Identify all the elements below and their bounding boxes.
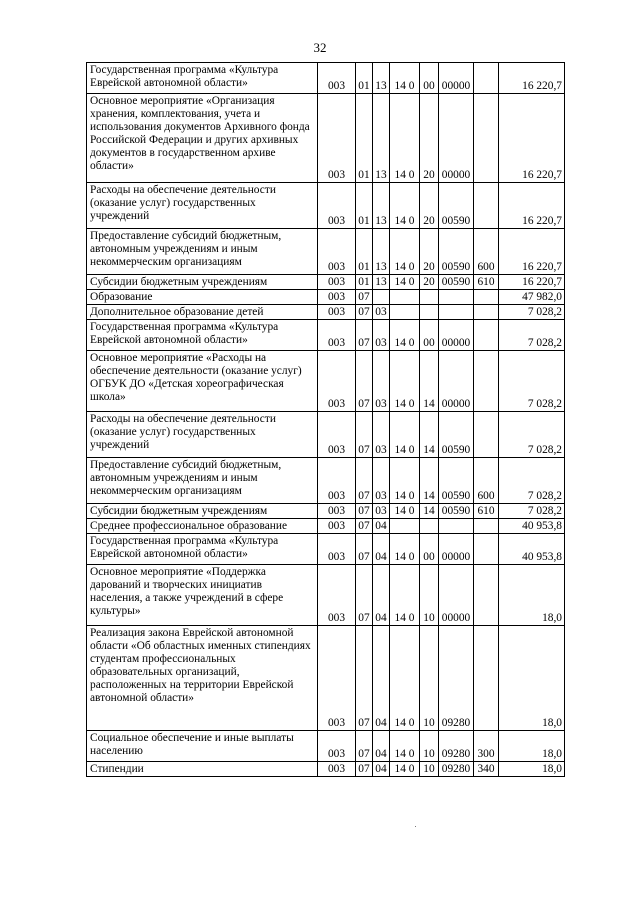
- expense-type-cell: [474, 94, 499, 183]
- program-cell: 14 0: [390, 762, 420, 777]
- direction-cell: [439, 290, 474, 305]
- amount-cell: 7 028,2: [499, 458, 565, 504]
- subsection-cell: 03: [373, 458, 390, 504]
- amount-cell: 40 953,8: [499, 519, 565, 534]
- subsection-cell: 13: [373, 183, 390, 229]
- subsection-cell: 04: [373, 534, 390, 565]
- amount-cell: 47 982,0: [499, 290, 565, 305]
- amount-cell: 7 028,2: [499, 351, 565, 412]
- description-cell: Субсидии бюджетным учреждениям: [87, 275, 318, 290]
- admin-code-cell: 003: [318, 229, 356, 275]
- table-row: [87, 351, 565, 412]
- subsection-cell: 13: [373, 275, 390, 290]
- expense-type-cell: [474, 290, 499, 305]
- subprogram-cell: 14: [420, 458, 439, 504]
- section-cell: 07: [356, 762, 373, 777]
- table-row: [87, 762, 565, 777]
- direction-cell: 09280: [439, 626, 474, 731]
- amount-cell: 16 220,7: [499, 183, 565, 229]
- admin-code-cell: 003: [318, 504, 356, 519]
- budget-table: [86, 62, 565, 777]
- section-cell: 07: [356, 565, 373, 626]
- description-cell: Государственная программа «Культура Еврейской автономной области»: [87, 534, 318, 565]
- subprogram-cell: 00: [420, 320, 439, 351]
- subsection-cell: 03: [373, 412, 390, 458]
- amount-cell: 18,0: [499, 626, 565, 731]
- table-row: [87, 504, 565, 519]
- description-cell: Основное мероприятие «Поддержка дарований и творческих инициатив населения, а также учреждений в сфере культуры»: [87, 565, 318, 626]
- section-cell: 01: [356, 229, 373, 275]
- expense-type-cell: 600: [474, 229, 499, 275]
- direction-cell: 00000: [439, 320, 474, 351]
- expense-type-cell: [474, 305, 499, 320]
- subsection-cell: 04: [373, 762, 390, 777]
- table-row: [87, 305, 565, 320]
- direction-cell: 00000: [439, 63, 474, 94]
- subprogram-cell: 00: [420, 63, 439, 94]
- amount-cell: 18,0: [499, 731, 565, 762]
- description-cell: Государственная программа «Культура Еврейской автономной области»: [87, 320, 318, 351]
- direction-cell: 00000: [439, 565, 474, 626]
- section-cell: 07: [356, 290, 373, 305]
- amount-cell: 16 220,7: [499, 94, 565, 183]
- direction-cell: 09280: [439, 762, 474, 777]
- subsection-cell: 03: [373, 305, 390, 320]
- program-cell: 14 0: [390, 412, 420, 458]
- subsection-cell: 13: [373, 94, 390, 183]
- program-cell: 14 0: [390, 626, 420, 731]
- description-cell: Расходы на обеспечение деятельности (оказание услуг) государственных учреждений: [87, 183, 318, 229]
- table-row: [87, 626, 565, 731]
- subprogram-cell: 00: [420, 534, 439, 565]
- amount-cell: 7 028,2: [499, 305, 565, 320]
- section-cell: 01: [356, 183, 373, 229]
- expense-type-cell: 300: [474, 731, 499, 762]
- section-cell: 07: [356, 351, 373, 412]
- table-row: [87, 519, 565, 534]
- description-cell: Реализация закона Еврейской автономной области «Об областных именных стипендиях студентам профессиональных образовательных организаций, расположенных на территории Еврейской автономной области»: [87, 626, 318, 731]
- section-cell: 07: [356, 412, 373, 458]
- subsection-cell: 13: [373, 229, 390, 275]
- section-cell: 07: [356, 458, 373, 504]
- amount-cell: 7 028,2: [499, 504, 565, 519]
- description-cell: Субсидии бюджетным учреждениям: [87, 504, 318, 519]
- subsection-cell: [373, 290, 390, 305]
- expense-type-cell: [474, 519, 499, 534]
- direction-cell: 00590: [439, 412, 474, 458]
- direction-cell: 00000: [439, 351, 474, 412]
- subprogram-cell: 10: [420, 762, 439, 777]
- subprogram-cell: 20: [420, 183, 439, 229]
- subprogram-cell: 20: [420, 229, 439, 275]
- table-row: [87, 412, 565, 458]
- description-cell: Расходы на обеспечение деятельности (оказание услуг) государственных учреждений: [87, 412, 318, 458]
- section-cell: 07: [356, 504, 373, 519]
- page-number: 32: [313, 40, 327, 55]
- program-cell: 14 0: [390, 183, 420, 229]
- table-row: [87, 458, 565, 504]
- table-row: [87, 565, 565, 626]
- admin-code-cell: 003: [318, 519, 356, 534]
- program-cell: 14 0: [390, 229, 420, 275]
- subprogram-cell: 20: [420, 275, 439, 290]
- program-cell: 14 0: [390, 351, 420, 412]
- expense-type-cell: 340: [474, 762, 499, 777]
- program-cell: 14 0: [390, 275, 420, 290]
- direction-cell: 00590: [439, 275, 474, 290]
- section-cell: 07: [356, 731, 373, 762]
- admin-code-cell: 003: [318, 565, 356, 626]
- amount-cell: 16 220,7: [499, 229, 565, 275]
- section-cell: 07: [356, 519, 373, 534]
- direction-cell: 00590: [439, 458, 474, 504]
- table-row: [87, 183, 565, 229]
- expense-type-cell: 610: [474, 275, 499, 290]
- table-row: [87, 94, 565, 183]
- section-cell: 01: [356, 94, 373, 183]
- table-body: [87, 63, 565, 777]
- program-cell: 14 0: [390, 63, 420, 94]
- program-cell: [390, 305, 420, 320]
- subsection-cell: 03: [373, 351, 390, 412]
- admin-code-cell: 003: [318, 534, 356, 565]
- section-cell: 01: [356, 275, 373, 290]
- amount-cell: 7 028,2: [499, 412, 565, 458]
- program-cell: 14 0: [390, 94, 420, 183]
- program-cell: 14 0: [390, 504, 420, 519]
- subsection-cell: 04: [373, 565, 390, 626]
- amount-cell: 16 220,7: [499, 275, 565, 290]
- table-row: [87, 229, 565, 275]
- subprogram-cell: 14: [420, 504, 439, 519]
- admin-code-cell: 003: [318, 351, 356, 412]
- expense-type-cell: [474, 351, 499, 412]
- table-row: [87, 534, 565, 565]
- direction-cell: 00590: [439, 504, 474, 519]
- subsection-cell: 04: [373, 519, 390, 534]
- subprogram-cell: 10: [420, 565, 439, 626]
- program-cell: 14 0: [390, 320, 420, 351]
- description-cell: Стипендии: [87, 762, 318, 777]
- subsection-cell: 13: [373, 63, 390, 94]
- table-row: [87, 320, 565, 351]
- admin-code-cell: 003: [318, 320, 356, 351]
- expense-type-cell: [474, 626, 499, 731]
- description-cell: Предоставление субсидий бюджетным, автономным учреждениям и иным некоммерческим организациям: [87, 229, 318, 275]
- description-cell: Основное мероприятие «Расходы на обеспечение деятельности (оказание услуг) ОГБУК ДО «Детская хореографическая школа»: [87, 351, 318, 412]
- direction-cell: 00000: [439, 94, 474, 183]
- subprogram-cell: 10: [420, 731, 439, 762]
- subprogram-cell: 10: [420, 626, 439, 731]
- subprogram-cell: 14: [420, 412, 439, 458]
- expense-type-cell: [474, 320, 499, 351]
- admin-code-cell: 003: [318, 458, 356, 504]
- admin-code-cell: 003: [318, 63, 356, 94]
- program-cell: [390, 519, 420, 534]
- description-cell: Дополнительное образование детей: [87, 305, 318, 320]
- description-cell: Государственная программа «Культура Еврейской автономной области»: [87, 63, 318, 94]
- amount-cell: 18,0: [499, 565, 565, 626]
- direction-cell: 00000: [439, 534, 474, 565]
- amount-cell: 16 220,7: [499, 63, 565, 94]
- subsection-cell: 03: [373, 504, 390, 519]
- description-cell: Социальное обеспечение и иные выплаты населению: [87, 731, 318, 762]
- direction-cell: [439, 519, 474, 534]
- amount-cell: 40 953,8: [499, 534, 565, 565]
- subprogram-cell: [420, 305, 439, 320]
- table-row: [87, 290, 565, 305]
- section-cell: 01: [356, 63, 373, 94]
- admin-code-cell: 003: [318, 412, 356, 458]
- subsection-cell: 04: [373, 626, 390, 731]
- subsection-cell: 04: [373, 731, 390, 762]
- section-cell: 07: [356, 626, 373, 731]
- section-cell: 07: [356, 320, 373, 351]
- direction-cell: [439, 305, 474, 320]
- subprogram-cell: [420, 290, 439, 305]
- expense-type-cell: [474, 63, 499, 94]
- admin-code-cell: 003: [318, 290, 356, 305]
- amount-cell: 18,0: [499, 762, 565, 777]
- admin-code-cell: 003: [318, 305, 356, 320]
- program-cell: 14 0: [390, 458, 420, 504]
- table-row: [87, 731, 565, 762]
- expense-type-cell: 600: [474, 458, 499, 504]
- direction-cell: 00590: [439, 229, 474, 275]
- admin-code-cell: 003: [318, 731, 356, 762]
- table-row: [87, 63, 565, 94]
- expense-type-cell: [474, 183, 499, 229]
- expense-type-cell: [474, 534, 499, 565]
- section-cell: 07: [356, 534, 373, 565]
- admin-code-cell: 003: [318, 183, 356, 229]
- description-cell: Среднее профессиональное образование: [87, 519, 318, 534]
- subsection-cell: 03: [373, 320, 390, 351]
- subprogram-cell: [420, 519, 439, 534]
- subprogram-cell: 20: [420, 94, 439, 183]
- program-cell: 14 0: [390, 731, 420, 762]
- direction-cell: 09280: [439, 731, 474, 762]
- scan-speck: [415, 826, 416, 827]
- program-cell: 14 0: [390, 565, 420, 626]
- section-cell: 07: [356, 305, 373, 320]
- admin-code-cell: 003: [318, 94, 356, 183]
- program-cell: [390, 290, 420, 305]
- table-row: [87, 275, 565, 290]
- expense-type-cell: [474, 565, 499, 626]
- description-cell: Основное мероприятие «Организация хранения, комплектования, учета и использования документов Архивного фонда Российской Федерации и других архивных документов в государственном архиве области»: [87, 94, 318, 183]
- description-cell: Предоставление субсидий бюджетным, автономным учреждениям и иным некоммерческим организациям: [87, 458, 318, 504]
- amount-cell: 7 028,2: [499, 320, 565, 351]
- admin-code-cell: 003: [318, 275, 356, 290]
- expense-type-cell: [474, 412, 499, 458]
- subprogram-cell: 14: [420, 351, 439, 412]
- admin-code-cell: 003: [318, 626, 356, 731]
- program-cell: 14 0: [390, 534, 420, 565]
- direction-cell: 00590: [439, 183, 474, 229]
- description-cell: Образование: [87, 290, 318, 305]
- expense-type-cell: 610: [474, 504, 499, 519]
- admin-code-cell: 003: [318, 762, 356, 777]
